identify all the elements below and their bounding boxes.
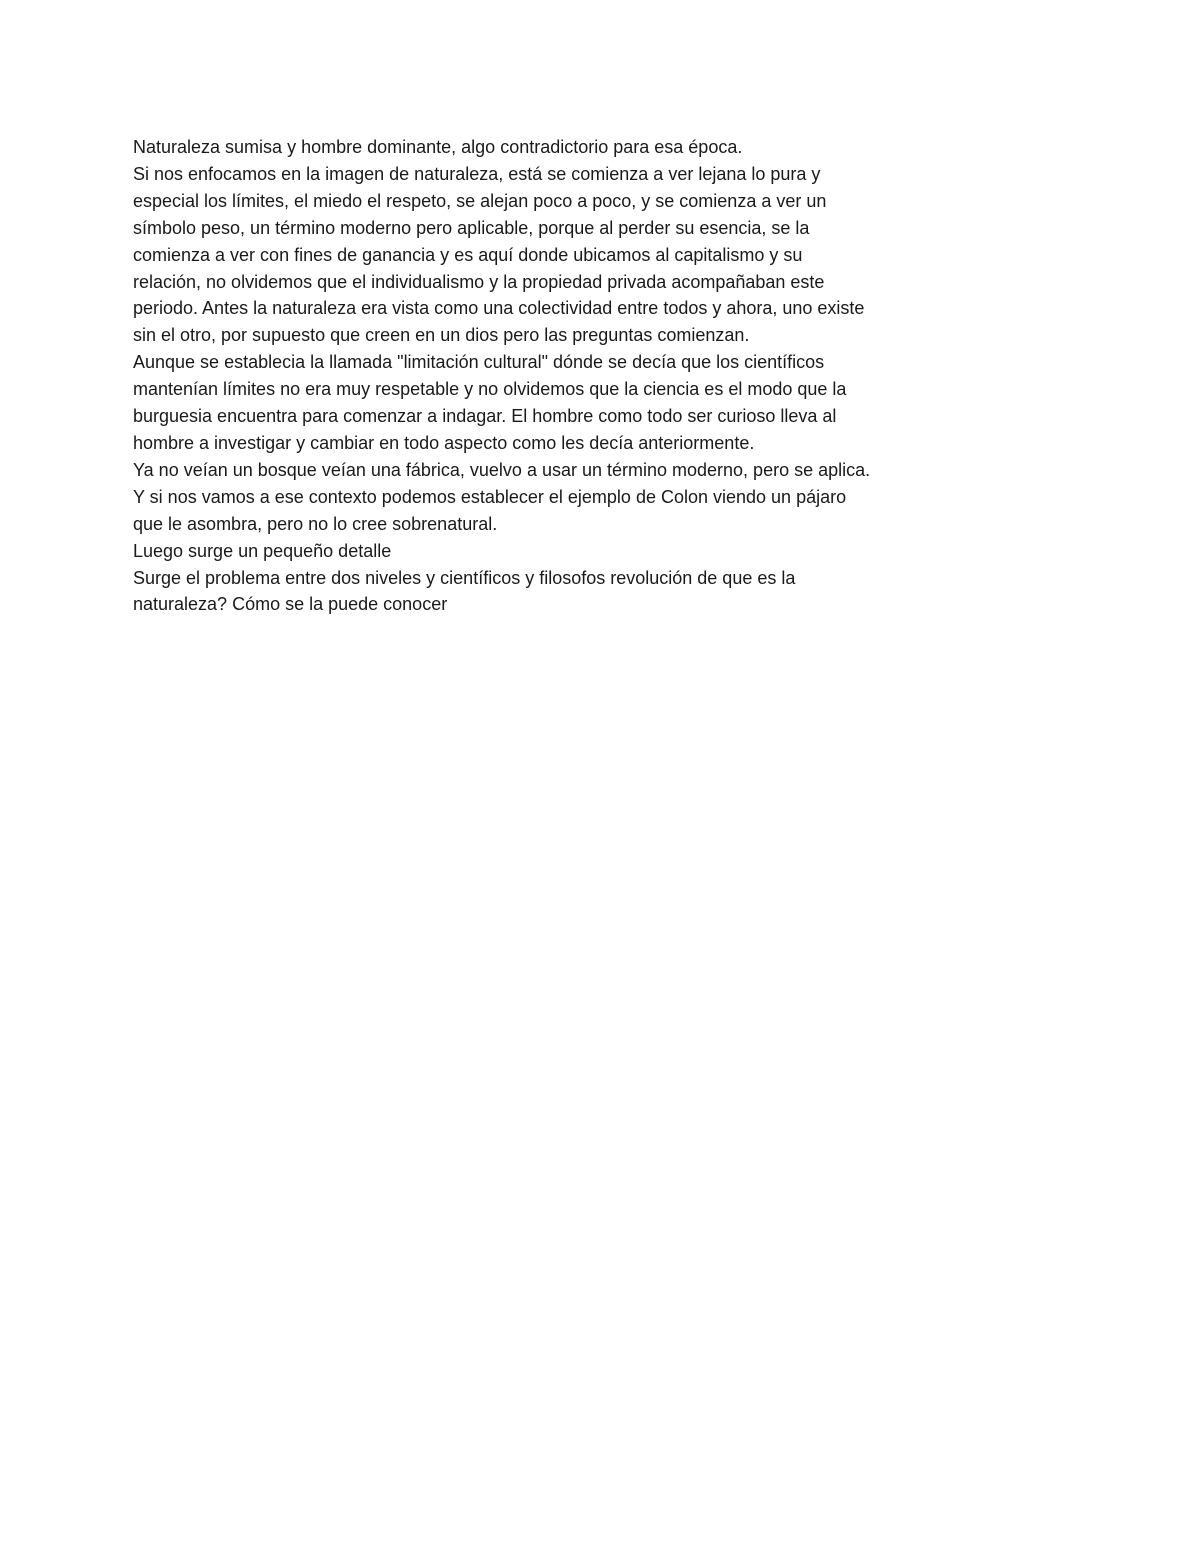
text-line: Surge el problema entre dos niveles y científicos y filosofos revolución de que es la [133, 567, 796, 588]
text-line: Luego surge un pequeño detalle [133, 540, 392, 561]
text-line: mantenían límites no era muy respetable y no olvidemos que la ciencia es el modo que la [133, 379, 847, 400]
text-line: Si nos enfocamos en la imagen de naturaleza, está se comienza a ver lejana lo pura y [133, 163, 821, 184]
text-line: Naturaleza sumisa y hombre dominante, algo contradictorio para esa época. [133, 137, 743, 157]
text-line: burguesia encuentra para comenzar a indagar. El hombre como todo ser curioso lleva al [133, 406, 837, 427]
text-line: comienza a ver con fines de ganancia y es aquí donde ubicamos al capitalismo y su [133, 244, 803, 265]
text-line: Y si nos vamos a ese contexto podemos establecer el ejemplo de Colon viendo un pájaro [133, 486, 847, 507]
text-line: sin el otro, por supuesto que creen en un dios pero las preguntas comienzan. [133, 325, 750, 346]
text-line: periodo. Antes la naturaleza era vista como una colectividad entre todos y ahora, uno existe [133, 298, 865, 319]
text-line: símbolo peso, un término moderno pero aplicable, porque al perder su esencia, se la [133, 217, 810, 238]
text-line: que le asombra, pero no lo cree sobrenatural. [133, 513, 498, 534]
text-line: Aunque se establecia la llamada "limitación cultural" dónde se decía que los científicos [133, 352, 825, 373]
text-line: especial los límites, el miedo el respeto, se alejan poco a poco, y se comienza a ver un [133, 190, 827, 211]
document-body [133, 134, 1133, 618]
text-line: hombre a investigar y cambiar en todo aspecto como les decía anteriormente. [133, 432, 755, 453]
text-line: Ya no veían un bosque veían una fábrica, vuelvo a usar un término moderno, pero se aplica. [133, 459, 871, 480]
text-line: relación, no olvidemos que el individualismo y la propiedad privada acompañaban este [133, 271, 825, 292]
text-line: naturaleza? Cómo se la puede conocer [133, 594, 448, 615]
